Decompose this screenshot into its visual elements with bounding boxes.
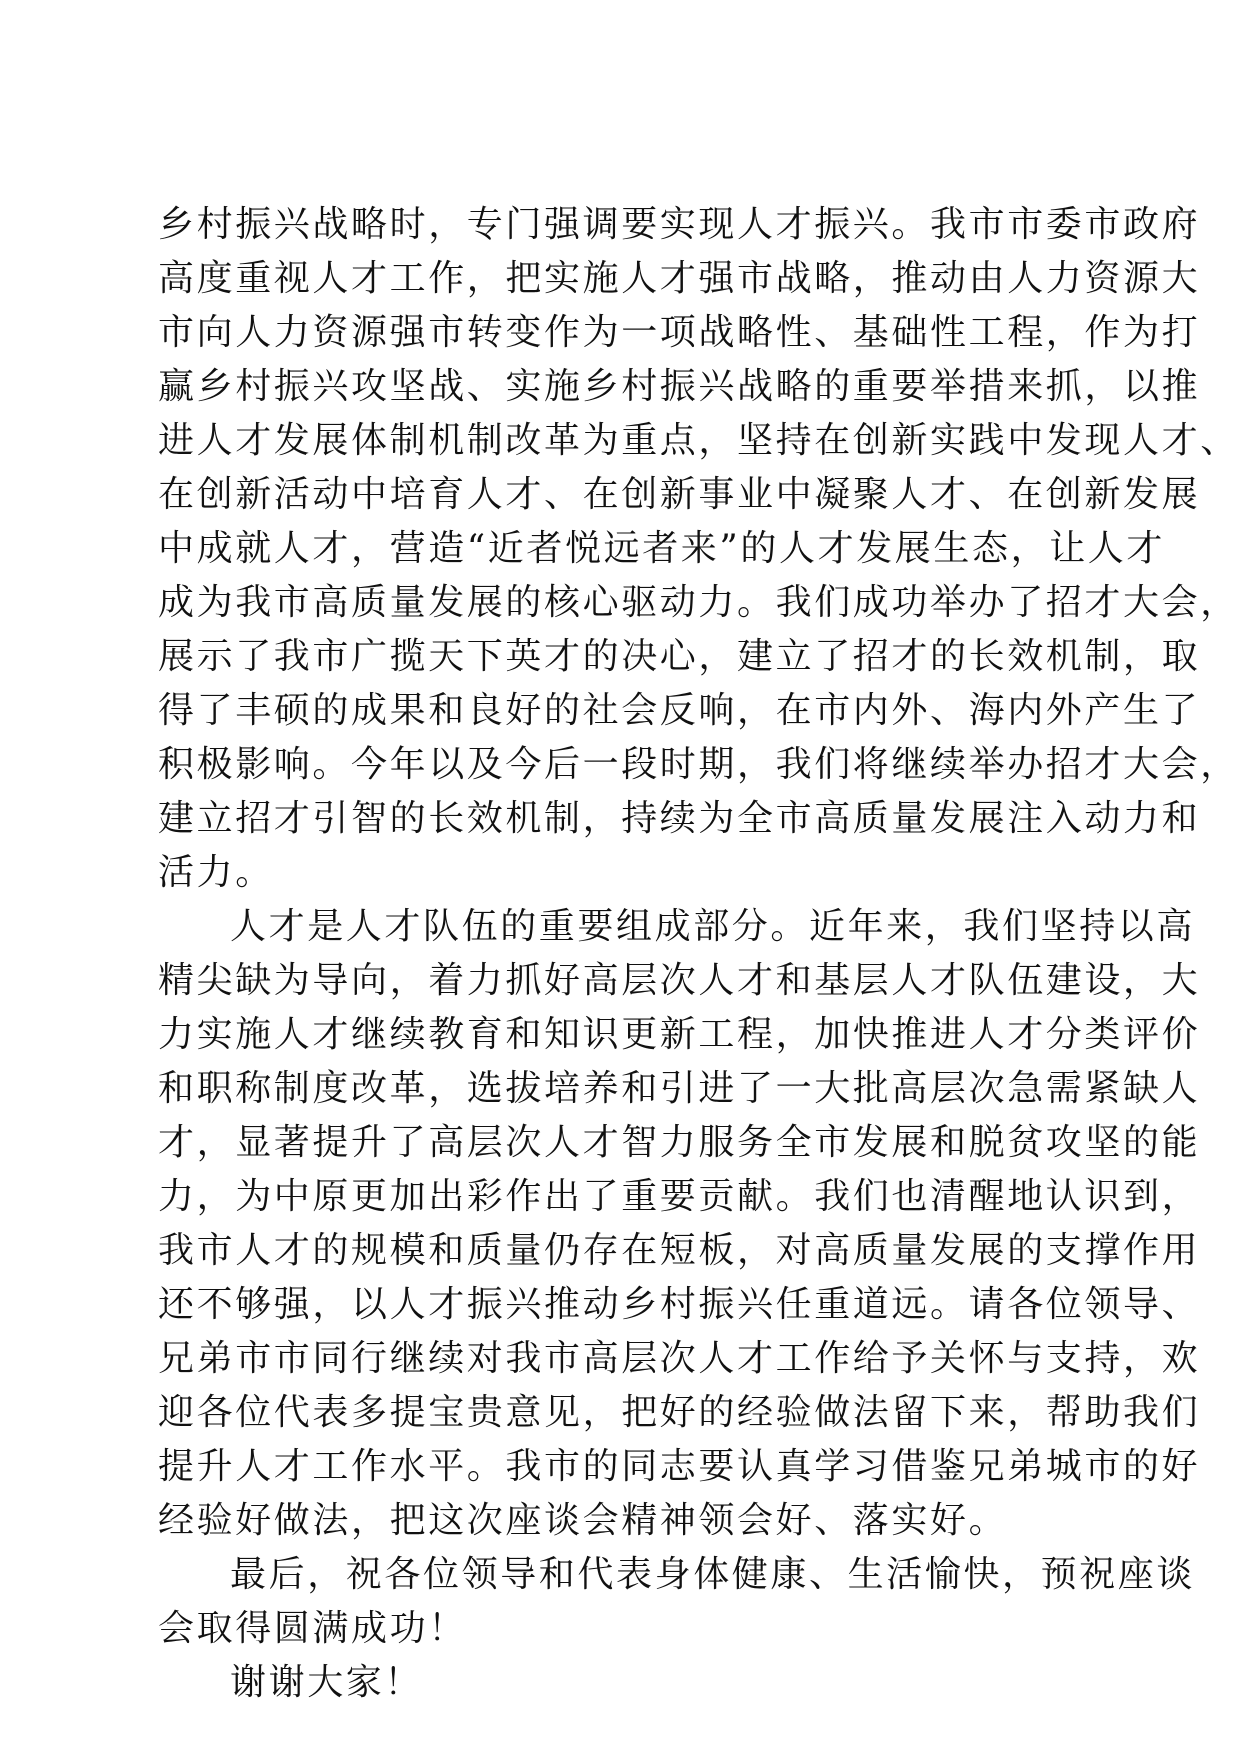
text-line: 积极影响。今年以及今后一段时期，我们将继续举办招才大会， [158,744,1239,785]
paragraph-talent-revitalization [158,198,1239,900]
text-line: 进人才发展体制机制改革为重点，坚持在创新实践中发现人才、 [158,420,1239,461]
text-line: 谢谢大家！ [230,1662,424,1703]
paragraph-thanks [158,1656,1090,1710]
text-line: 高度重视人才工作，把实施人才强市战略，推动由人力资源大 [158,258,1201,299]
text-line: 中成就人才，营造“近者悦远者来”的人才发展生态，让人才 [158,528,1166,569]
text-line: 才，显著提升了高层次人才智力服务全市发展和脱贫攻坚的能 [158,1122,1201,1163]
text-line: 最后，祝各位领导和代表身体健康、生活愉快，预祝座谈 [230,1554,1196,1595]
text-line: 力，为中原更加出彩作出了重要贡献。我们也清醒地认识到， [158,1176,1201,1217]
text-line: 我市人才的规模和质量仍存在短板，对高质量发展的支撑作用 [158,1230,1201,1271]
text-line: 经验好做法，把这次座谈会精神领会好、落实好。 [158,1500,1008,1541]
text-line: 力实施人才继续教育和知识更新工程，加快推进人才分类评价 [158,1014,1201,1055]
text-line: 提升人才工作水平。我市的同志要认真学习借鉴兄弟城市的好 [158,1446,1201,1487]
text-line: 精尖缺为导向，着力抓好高层次人才和基层人才队伍建设，大 [158,960,1201,1001]
text-line: 还不够强，以人才振兴推动乡村振兴任重道远。请各位领导、 [158,1284,1201,1325]
paragraph-closing-wishes [158,1548,1196,1656]
speech-body [158,198,1239,1710]
text-line: 会取得圆满成功！ [158,1608,467,1649]
text-line: 人才是人才队伍的重要组成部分。近年来，我们坚持以高 [230,906,1196,947]
text-line: 乡村振兴战略时，专门强调要实现人才振兴。我市市委市政府 [158,204,1201,245]
text-line: 展示了我市广揽天下英才的决心，建立了招才的长效机制，取 [158,636,1201,677]
text-line: 在创新活动中培育人才、在创新事业中凝聚人才、在创新发展 [158,474,1201,515]
text-line: 建立招才引智的长效机制，持续为全市高质量发展注入动力和 [158,798,1201,839]
text-line: 市向人力资源强市转变作为一项战略性、基础性工程，作为打 [158,312,1201,353]
paragraph-talent-team [158,900,1201,1548]
text-line: 迎各位代表多提宝贵意见，把好的经验做法留下来，帮助我们 [158,1392,1201,1433]
text-line: 赢乡村振兴攻坚战、实施乡村振兴战略的重要举措来抓，以推 [158,366,1201,407]
text-line: 和职称制度改革，选拔培养和引进了一大批高层次急需紧缺人 [158,1068,1201,1109]
text-line: 兄弟市市同行继续对我市高层次人才工作给予关怀与支持，欢 [158,1338,1201,1379]
text-line: 活力。 [158,852,274,893]
text-line: 成为我市高质量发展的核心驱动力。我们成功举办了招才大会， [158,582,1239,623]
text-line: 得了丰硕的成果和良好的社会反响，在市内外、海内外产生了 [158,690,1201,731]
